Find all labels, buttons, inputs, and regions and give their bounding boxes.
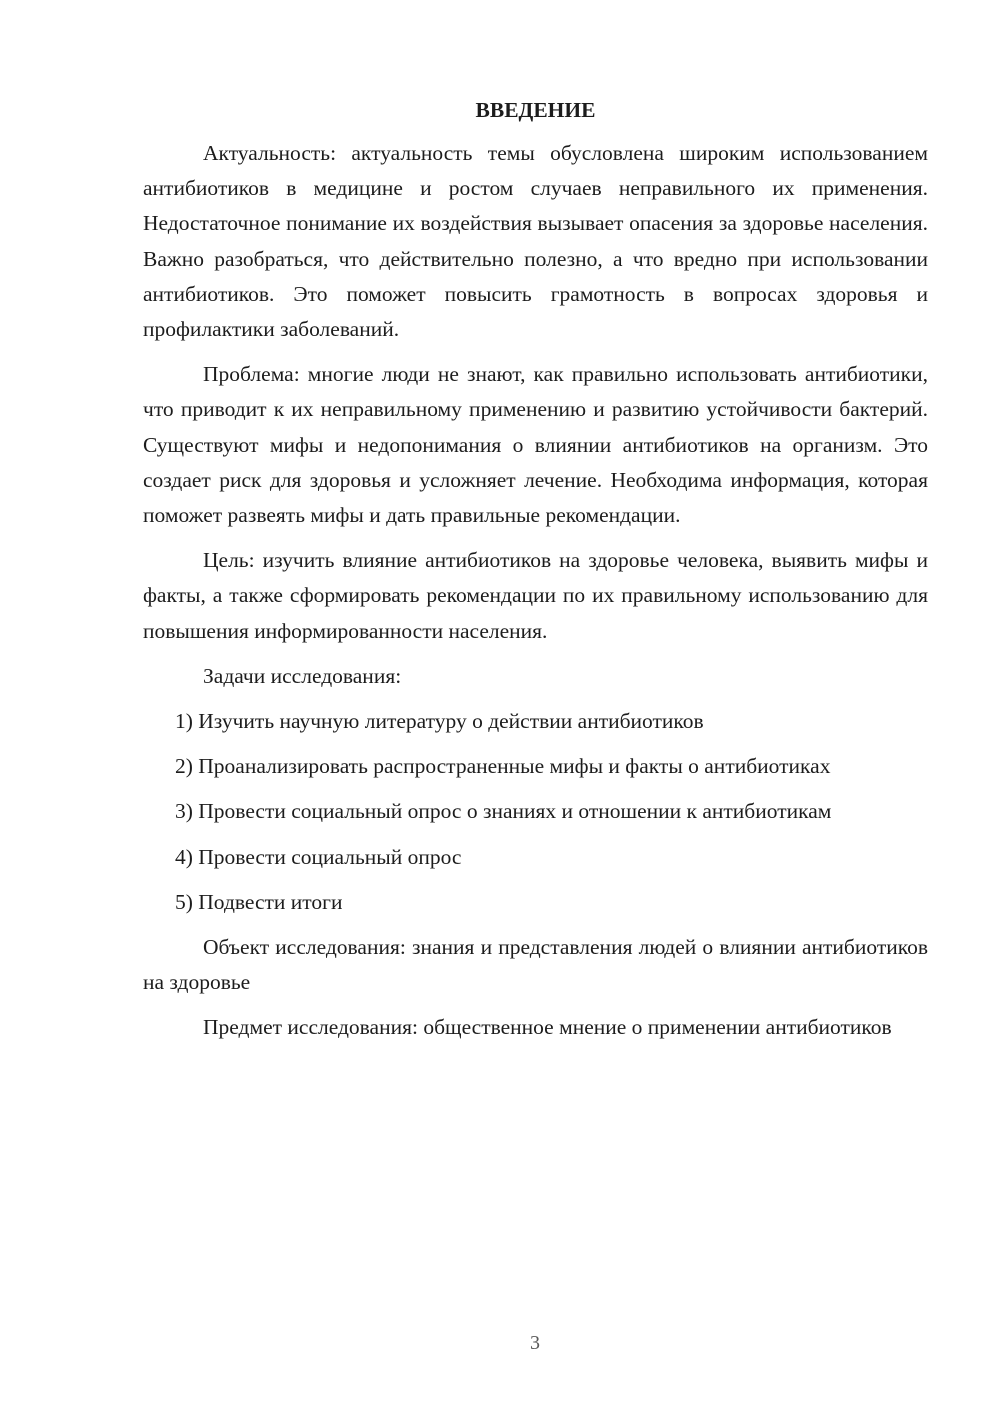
paragraph-object: Объект исследования: знания и представления людей о влиянии антибиотиков на здоровье xyxy=(143,935,928,995)
paragraph-goal: Цель: изучить влияние антибиотиков на здоровье человека, выявить мифы и факты, а также сформировать рекомендации по их правильному использованию для повышения информированности населения. xyxy=(143,548,928,643)
paragraph-problem: Проблема: многие люди не знают, как правильно использовать антибиотики, что приводит к их неправильному применению и развитию устойчивости бактерий. Существуют мифы и недопонимания о влиянии антибиотиков на организм. Это создает риск для здоровья и усложняет лечение. Необходима информация, которая поможет развеять мифы и дать правильные рекомендации. xyxy=(143,362,928,528)
task-item-2: 2) Проанализировать распространенные мифы и факты о антибиотиках xyxy=(175,754,831,779)
task-item-3: 3) Провести социальный опрос о знаниях и отношении к антибиотикам xyxy=(175,799,832,824)
document-page xyxy=(143,92,928,1056)
task-item-4: 4) Провести социальный опрос xyxy=(175,844,462,869)
paragraph-relevance: Актуальность: актуальность темы обусловлена широким использованием антибиотиков в медицине и ростом случаев неправильного их применения. Недостаточное понимание их воздействия вызывает опасения за здоровье населения. Важно разобраться, что действительно полезно, а что вредно при использовании антибиотиков. Это поможет повысить грамотность в вопросах здоровья и профилактики заболеваний. xyxy=(143,141,928,342)
paragraph-tasks-heading: Задачи исследования: xyxy=(203,663,402,688)
task-item-5: 5) Подвести итоги xyxy=(175,889,343,914)
task-item-1: 1) Изучить научную литературу о действии антибиотиков xyxy=(175,709,704,734)
page-number: 3 xyxy=(530,1332,540,1354)
section-title: ВВЕДЕНИЕ xyxy=(475,98,596,122)
paragraph-subject: Предмет исследования: общественное мнение о применении антибиотиков xyxy=(203,1015,892,1040)
